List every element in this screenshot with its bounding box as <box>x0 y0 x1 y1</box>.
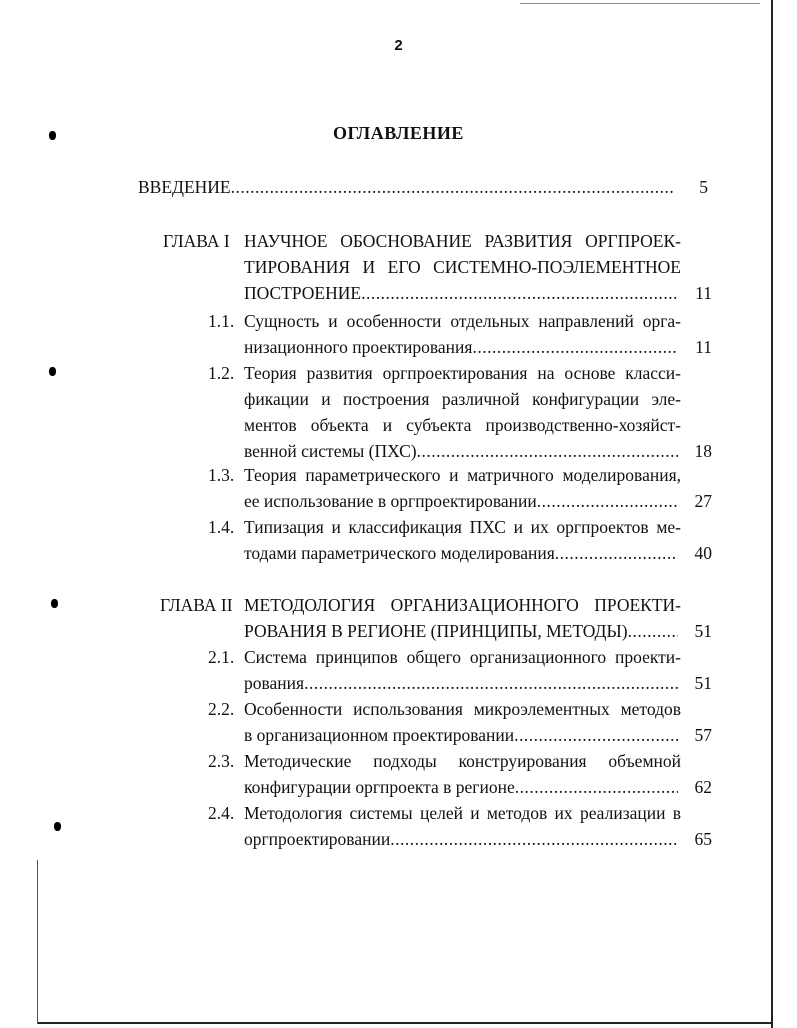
section-title-last-line[interactable] <box>244 488 678 514</box>
binder-hole-mark <box>49 131 56 140</box>
section-number: 1.3. <box>208 465 235 485</box>
leader-dots <box>304 670 678 696</box>
section-title-last-line[interactable] <box>244 722 678 748</box>
binder-hole-mark <box>54 822 61 831</box>
toc-title: ОГЛАВЛЕНИЕ <box>333 123 464 143</box>
section-title-line: Особенности использования микроэлементных методов <box>244 699 681 719</box>
toc-entry-title: ВВЕДЕНИЕ <box>138 177 231 197</box>
section-title-line: Теория развития оргпроектирования на основе класси- <box>244 363 681 383</box>
section-title-line: Методология системы целей и методов их реализации в <box>244 803 681 823</box>
toc-entry-intro[interactable] <box>138 174 675 200</box>
section-title-text: низационного проектирования <box>244 337 473 357</box>
leader-dots <box>361 280 678 306</box>
leader-dots <box>537 488 678 514</box>
scan-border-right <box>771 0 773 1028</box>
chapter-title-line: ТИРОВАНИЯ И ЕГО СИСТЕМНО-ПОЭЛЕМЕНТНОЕ <box>244 257 681 277</box>
toc-page-number: 62 <box>694 777 712 797</box>
leader-dots <box>515 774 678 800</box>
toc-page-number: 57 <box>694 725 712 745</box>
section-title-text: оргпроектировании <box>244 829 391 849</box>
toc-page-number: 65 <box>694 829 712 849</box>
section-number: 1.1. <box>208 311 235 331</box>
section-number: 1.2. <box>208 363 235 383</box>
section-title-last-line[interactable] <box>244 826 678 852</box>
section-title-line: Типизация и классификация ПХС и их оргпроектов ме- <box>244 517 681 537</box>
section-title-last-line[interactable] <box>244 670 678 696</box>
chapter-title-last-line[interactable] <box>244 618 678 644</box>
scan-border-bottom <box>37 1022 773 1024</box>
section-title-text: венной системы (ПХС) <box>244 441 417 461</box>
section-title-line: Теория параметрического и матричного моделирования, <box>244 465 681 485</box>
leader-dots <box>472 334 678 360</box>
chapter-title-text: ПОСТРОЕНИЕ <box>244 283 362 303</box>
binder-hole-mark <box>49 367 56 376</box>
leader-dots <box>231 174 675 200</box>
section-title-text: конфигурации оргпроекта в регионе <box>244 777 515 797</box>
section-title-last-line[interactable] <box>244 334 678 360</box>
chapter-title-last-line[interactable] <box>244 280 678 306</box>
leader-dots <box>390 826 678 852</box>
scan-border-left <box>37 860 38 1024</box>
section-title-text: в организационном проектировании <box>244 725 515 745</box>
chapter-title-text: РОВАНИЯ В РЕГИОНЕ (ПРИНЦИПЫ, МЕТОДЫ) <box>244 621 628 641</box>
section-title-last-line[interactable] <box>244 438 678 464</box>
section-title-last-line[interactable] <box>244 540 678 566</box>
leader-dots <box>628 618 678 644</box>
scan-top-rule <box>520 3 760 4</box>
section-title-text: рования <box>244 673 305 693</box>
section-title-line: Сущность и особенности отдельных направлений орга- <box>244 311 681 331</box>
section-title-line: Методические подходы конструирования объемной <box>244 751 681 771</box>
chapter-title-line: НАУЧНОЕ ОБОСНОВАНИЕ РАЗВИТИЯ ОРГПРОЕК- <box>244 231 681 251</box>
section-number: 2.3. <box>208 751 235 771</box>
leader-dots <box>417 438 678 464</box>
section-title-line: ментов объекта и субъекта производственно-хозяйст- <box>244 415 681 435</box>
page-number: 2 <box>394 37 403 54</box>
binder-hole-mark <box>51 599 58 608</box>
toc-page-number: 51 <box>694 621 712 641</box>
toc-page-number: 5 <box>699 177 708 197</box>
leader-dots <box>514 722 678 748</box>
toc-page-number: 11 <box>695 283 712 303</box>
leader-dots <box>555 540 678 566</box>
section-title-line: Система принципов общего организационного проекти- <box>244 647 681 667</box>
section-title-text: ее использование в оргпроектировании <box>244 491 537 511</box>
section-title-last-line[interactable] <box>244 774 678 800</box>
toc-page-number: 11 <box>695 337 712 357</box>
chapter-label: ГЛАВА II <box>160 595 233 615</box>
section-number: 1.4. <box>208 517 235 537</box>
chapter-title-line: МЕТОДОЛОГИЯ ОРГАНИЗАЦИОННОГО ПРОЕКТИ- <box>244 595 681 615</box>
toc-page-number: 18 <box>694 441 712 461</box>
toc-page-number: 27 <box>694 491 712 511</box>
toc-page-number: 40 <box>694 543 712 563</box>
section-number: 2.2. <box>208 699 235 719</box>
section-title-line: фикации и построения различной конфигурации эле- <box>244 389 681 409</box>
toc-page-number: 51 <box>694 673 712 693</box>
section-title-text: тодами параметрического моделирования <box>244 543 555 563</box>
section-number: 2.4. <box>208 803 235 823</box>
chapter-label: ГЛАВА I <box>163 231 230 251</box>
section-number: 2.1. <box>208 647 235 667</box>
